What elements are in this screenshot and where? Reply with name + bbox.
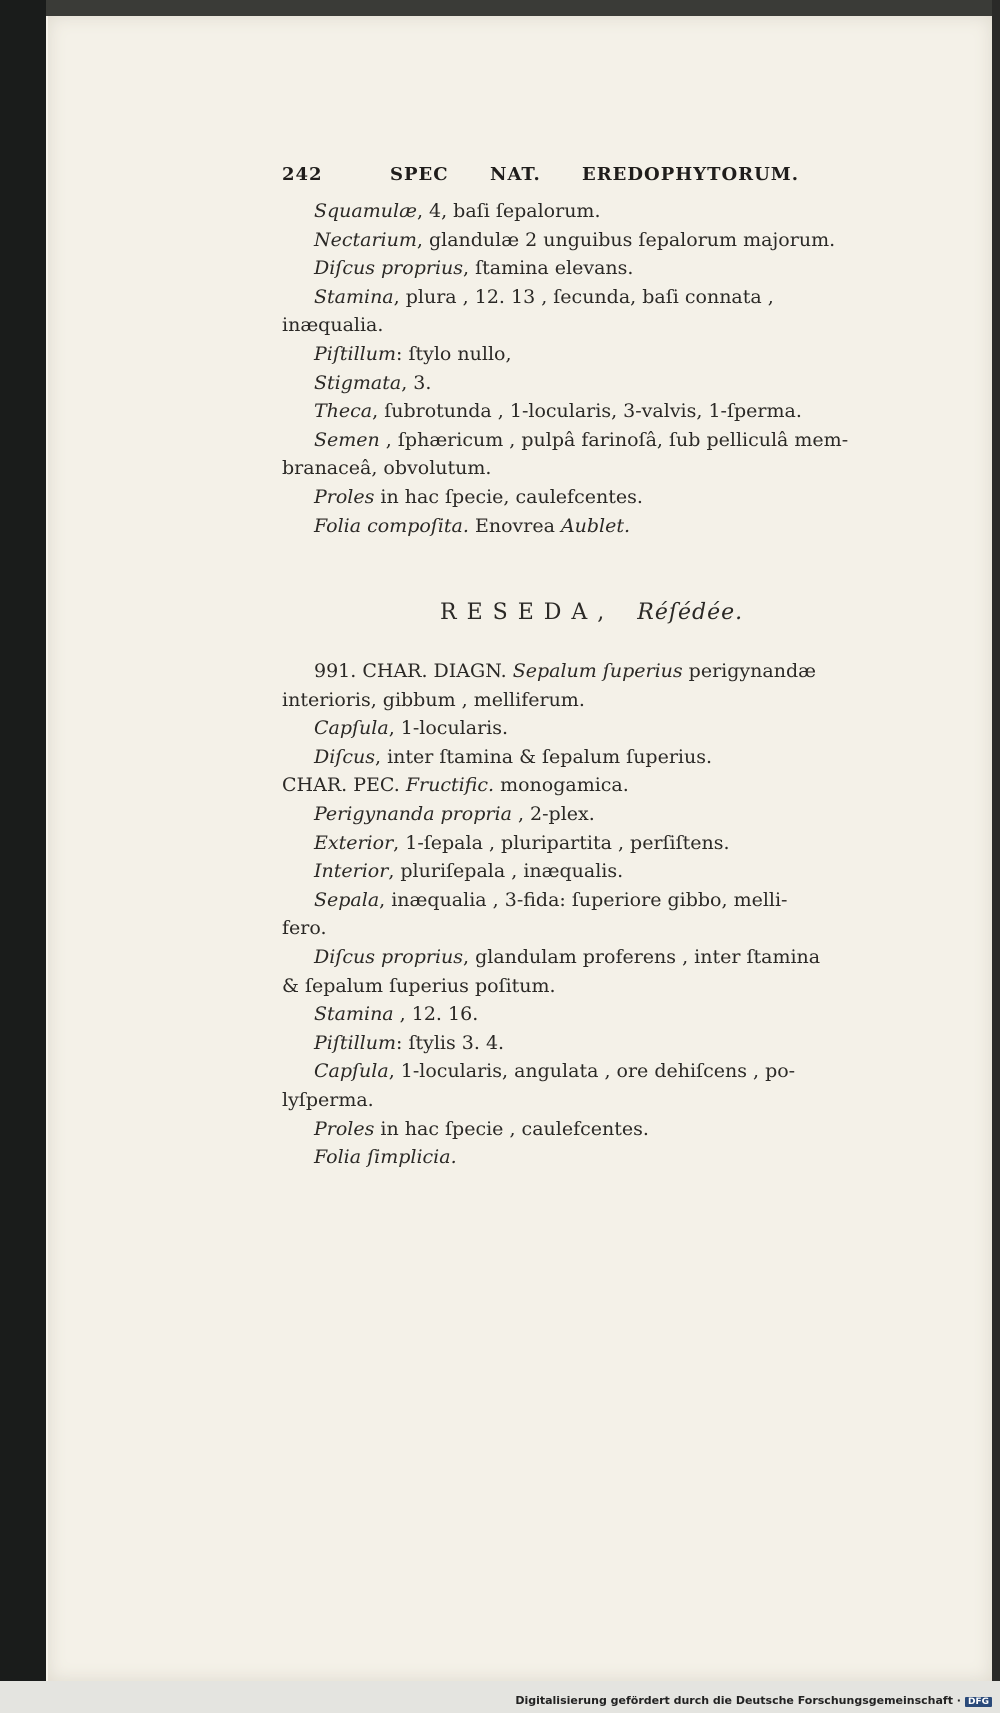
italic-term: Aublet. xyxy=(560,514,631,537)
running-title-word-1: SPEC xyxy=(390,164,449,185)
text-line xyxy=(282,257,633,279)
page-number: 242 xyxy=(282,164,323,185)
line-text: , plura , 12. 13 , ſecunda, baſi connata , xyxy=(393,285,774,308)
text-line xyxy=(282,746,712,768)
text-line xyxy=(282,689,585,711)
line-text: , ſubrotunda , 1-locularis, 3-valvis, 1-ſperma. xyxy=(372,400,802,423)
italic-term: Diſcus proprius xyxy=(314,946,464,968)
text-line xyxy=(282,229,835,251)
line-text: , 12. 16. xyxy=(393,1003,479,1026)
italic-term: Interior xyxy=(314,860,389,883)
text-line xyxy=(282,803,595,825)
scan-top-margin xyxy=(46,0,992,16)
text-line xyxy=(282,1003,478,1025)
line-text: : ſtylis 3. 4. xyxy=(396,1031,505,1054)
footer-bar xyxy=(0,1681,1000,1713)
line-text: , 1-ſepala , pluripartita , perſiſtens. xyxy=(393,831,730,854)
digitization-credit xyxy=(515,1694,992,1707)
italic-term: Fructific. xyxy=(405,774,495,797)
text-line xyxy=(282,1032,504,1054)
italic-term: Stamina xyxy=(314,1003,394,1026)
italic-term: Semen xyxy=(314,428,380,451)
line-text: , 4, baſi ſepalorum. xyxy=(416,200,601,222)
text-line xyxy=(282,429,848,451)
italic-term: Stigmata xyxy=(314,371,402,394)
italic-term: Exterior xyxy=(314,831,394,854)
line-text: , pluriſepala , inæqualis. xyxy=(388,860,624,883)
text-line xyxy=(282,860,623,882)
italic-term: Nectarium xyxy=(314,228,417,251)
line-text: : ſtylo nullo, xyxy=(396,343,512,365)
text-line xyxy=(282,717,508,739)
line-text: lyſperma. xyxy=(282,1089,374,1111)
line-text: 991. CHAR. DIAGN. xyxy=(314,660,513,682)
italic-term: Folia ſimplicia. xyxy=(314,1146,457,1169)
text-line xyxy=(282,946,820,968)
text-line xyxy=(282,515,630,537)
line-text: interioris, gibbum , melliferum. xyxy=(282,688,585,711)
line-text: , inæqualia , 3-fida: ſuperiore gibbo, melli- xyxy=(379,888,788,911)
italic-term: Perigynanda propria xyxy=(314,803,512,825)
line-text: , glandulæ 2 unguibus ſepalorum majorum. xyxy=(416,228,836,251)
text-line xyxy=(282,1060,795,1082)
italic-term: Piſtillum xyxy=(314,343,397,365)
italic-term: Proles xyxy=(314,1117,375,1140)
dfg-logo: DFG xyxy=(965,1697,992,1707)
line-text: & ſepalum ſuperius poſitum. xyxy=(282,974,556,997)
credit-text: Digitalisierung gefördert durch die Deutsche Forschungsgemeinschaft · xyxy=(515,1694,961,1707)
italic-term: Folia compoſita. xyxy=(314,514,469,537)
text-line xyxy=(282,457,491,479)
text-line xyxy=(282,1146,457,1168)
line-text: , ſtamina elevans. xyxy=(463,257,634,280)
line-text: , glandulam proferens , inter ſtamina xyxy=(463,946,821,968)
text-line xyxy=(282,1118,649,1140)
line-text: , inter ſtamina & ſepalum ſuperius. xyxy=(374,745,713,768)
italic-term: Diſcus proprius xyxy=(314,257,464,280)
text-line xyxy=(282,286,774,308)
running-title-word-2: NAT. xyxy=(490,164,541,185)
italic-term: Capſula xyxy=(314,717,389,740)
italic-term: Diſcus xyxy=(314,745,375,768)
text-line xyxy=(282,917,327,939)
line-text: , 2-plex. xyxy=(511,803,595,825)
line-text: in hac ſpecie , caulefcentes. xyxy=(374,1117,649,1140)
scan-right-margin xyxy=(992,0,1000,1713)
genus-vernacular: Réſédée. xyxy=(637,600,744,625)
line-text: fero. xyxy=(282,917,327,940)
text-line xyxy=(282,975,556,997)
line-text: , ſphæricum , pulpâ farinoſâ, ſub pelliculâ mem- xyxy=(379,428,849,451)
text-line xyxy=(282,774,629,796)
italic-term: Piſtillum xyxy=(314,1031,397,1054)
italic-term: Sepalum ſuperius xyxy=(512,660,683,682)
italic-term: Stamina xyxy=(314,285,394,308)
text-line xyxy=(282,486,643,508)
line-text: in hac ſpecie, caulefcentes. xyxy=(374,486,643,508)
running-title-word-3: EREDOPHYTORUM. xyxy=(582,164,800,185)
genus-name: RESEDA, xyxy=(440,600,615,625)
line-text: , 3. xyxy=(401,371,432,394)
text-line xyxy=(282,1089,374,1111)
line-text: Enovrea xyxy=(468,514,561,537)
text-line xyxy=(282,372,431,394)
text-line xyxy=(282,889,787,911)
italic-term: Proles xyxy=(314,486,375,508)
text-line xyxy=(282,400,802,422)
text-line xyxy=(282,200,600,222)
line-text: branaceâ, obvolutum. xyxy=(282,457,492,480)
italic-term: Theca xyxy=(314,400,373,423)
line-text: inæqualia. xyxy=(282,314,384,337)
italic-term: Sepala xyxy=(314,888,380,911)
line-text: CHAR. PEC. xyxy=(282,774,406,797)
line-text: , 1-locularis. xyxy=(388,717,509,740)
line-text: monogamica. xyxy=(494,774,629,797)
section-title xyxy=(440,600,743,625)
line-text: perigynandæ xyxy=(682,660,816,682)
italic-term: Capſula xyxy=(314,1060,389,1083)
text-line xyxy=(282,314,383,336)
text-line xyxy=(282,832,730,854)
italic-term: Squamulæ xyxy=(314,200,417,222)
text-line xyxy=(282,343,512,365)
text-line xyxy=(282,660,816,682)
line-text: , 1-locularis, angulata , ore dehiſcens , po- xyxy=(388,1060,796,1083)
scan-left-margin xyxy=(0,0,46,1713)
